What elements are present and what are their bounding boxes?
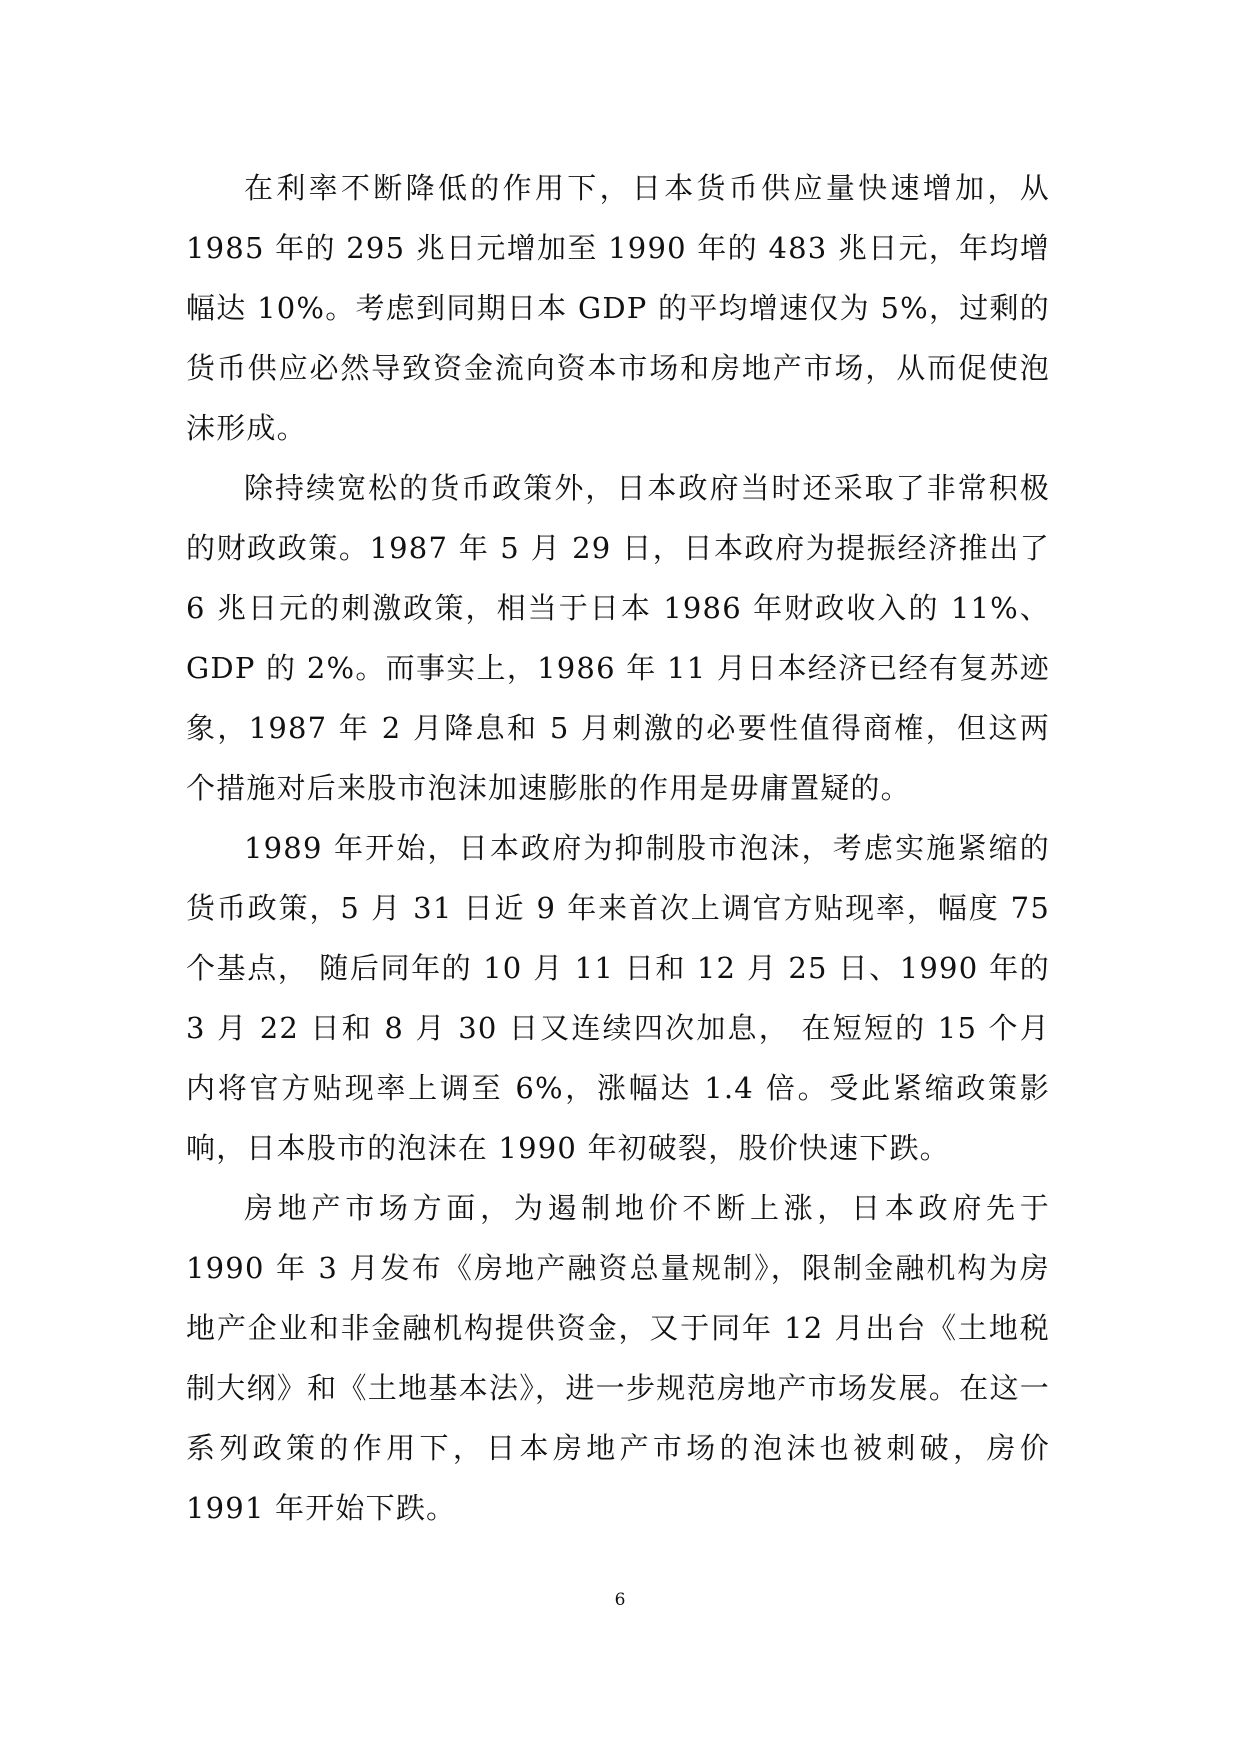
paragraph-monetary-tightening: 1989 年开始，日本政府为抑制股市泡沫，考虑实施紧缩的货币政策，5 月 31 日近 9 年来首次上调官方贴现率，幅度 75 个基点， 随后同年的 10 月 11 日和 12 月 25 日、1990 年的 3 月 22 日和 8 月 30 日又连续四次加息， 在短短的 15 个月内将官方贴现率上调至 6%，涨幅达 1.4 倍。受此紧缩政策影响，日本股市的泡沫在 1990 年初破裂，股价快速下跌。 bbox=[186, 831, 1050, 1165]
paragraph-real-estate: 房地产市场方面，为遏制地价不断上涨，日本政府先于 1990 年 3 月发布《房地产融资总量规制》，限制金融机构为房地产企业和非金融机构提供资金，又于同年 12 月出台《土地税制大纲》和《土地基本法》，进一步规范房地产市场发展。在这一系列政策的作用下，日本房地产市场的泡沫也被刺破，房价 1991 年开始下跌。 bbox=[186, 1191, 1050, 1525]
document-body bbox=[186, 158, 1050, 1538]
page-number: 6 bbox=[614, 1590, 626, 1610]
paragraph-fiscal-policy: 除持续宽松的货币政策外，日本政府当时还采取了非常积极的财政政策。1987 年 5 月 29 日，日本政府为提振经济推出了 6 兆日元的刺激政策，相当于日本 1986 年财政收入的 11%、GDP 的 2%。而事实上，1986 年 11 月日本经济已经有复苏迹象，1987 年 2 月降息和 5 月刺激的必要性值得商榷，但这两个措施对后来股市泡沫加速膨胀的作用是毋庸置疑的。 bbox=[186, 471, 1050, 805]
paragraph-money-supply: 在利率不断降低的作用下，日本货币供应量快速增加，从 1985 年的 295 兆日元增加至 1990 年的 483 兆日元，年均增幅达 10%。考虑到同期日本 GDP 的平均增速仅为 5%，过剩的货币供应必然导致资金流向资本市场和房地产市场，从而促使泡沫形成。 bbox=[186, 171, 1050, 445]
